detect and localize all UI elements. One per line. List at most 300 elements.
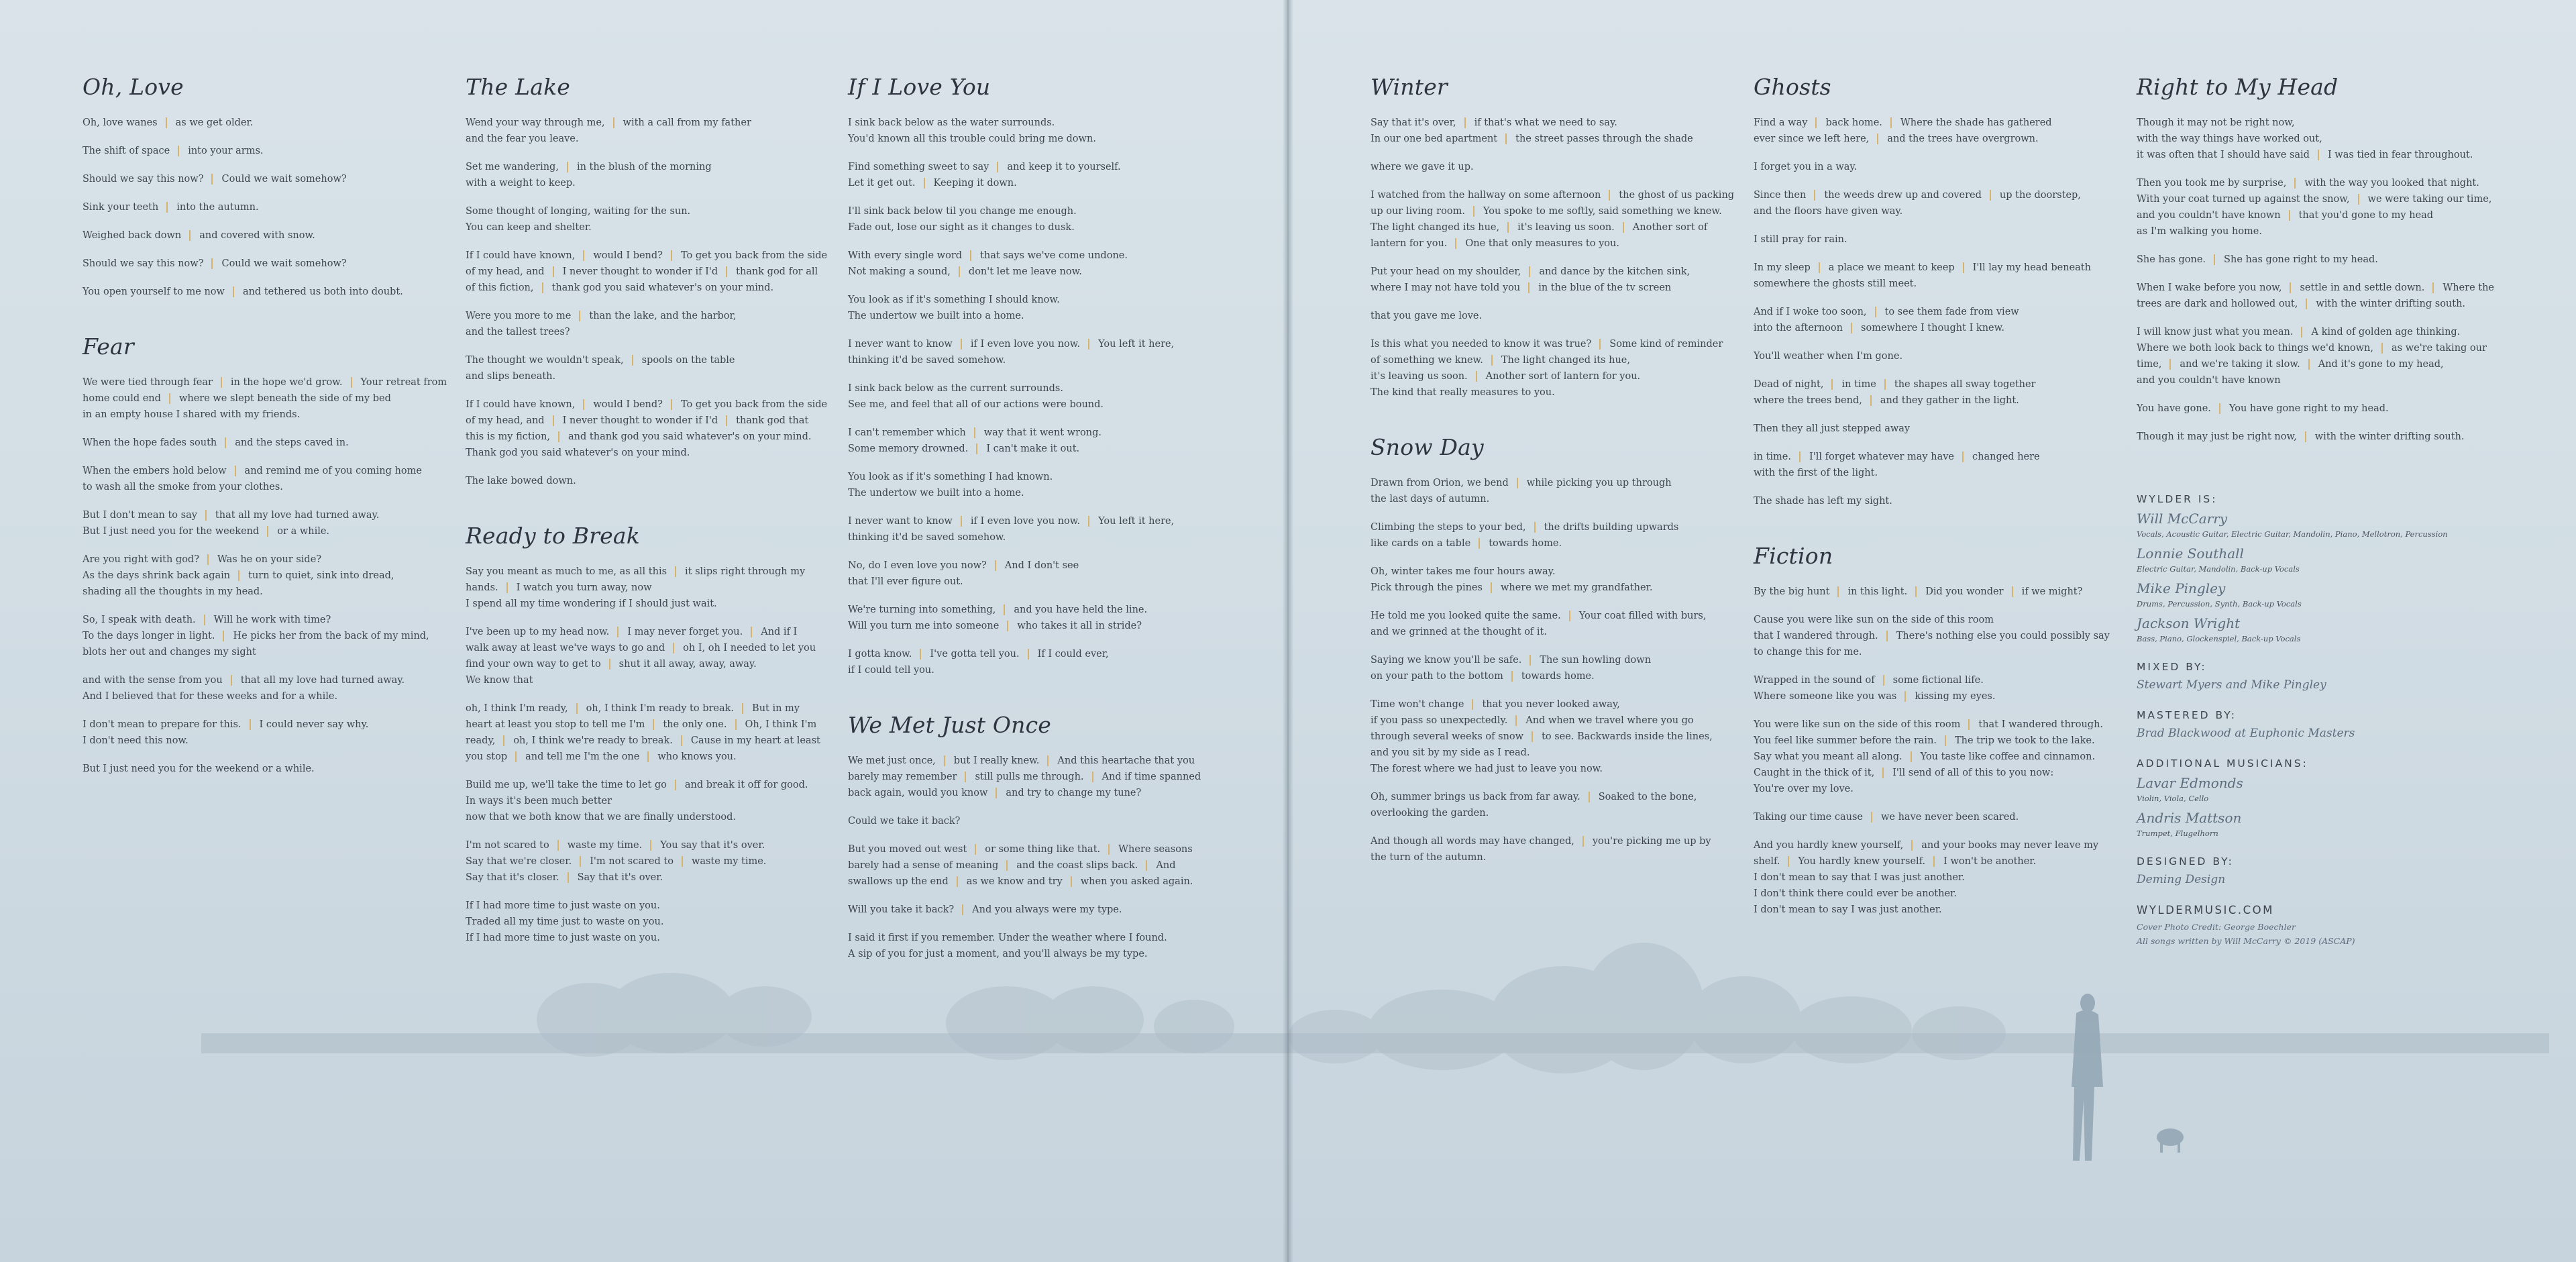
lyric-phrase: You hardly knew yourself. <box>1788 856 1925 867</box>
lyric-phrase: a place we meant to keep <box>1819 262 1955 273</box>
lyric-phrase: that I wandered through. <box>1754 631 1878 641</box>
lyric-phrase: I don't think there could ever be another. <box>1754 888 1957 899</box>
lyric-phrase: But I just need you for the weekend or a while. <box>83 764 315 774</box>
lyric-phrase: The light changed its hue, <box>1491 355 1630 366</box>
lyric-line <box>466 397 828 413</box>
lyric-phrase: to change this for me. <box>1754 647 1862 658</box>
lyric-line <box>1371 580 1719 596</box>
lyric-line <box>1754 493 2102 509</box>
lyric-phrase: the shapes all sway together <box>1884 379 2036 390</box>
lyric-line <box>848 529 1197 545</box>
lyric-phrase: overlooking the garden. <box>1371 808 1489 819</box>
lyric-phrase: the ghost of us packing <box>1609 190 1734 201</box>
lyric-stanza <box>1754 809 2102 825</box>
lyric-line <box>1371 761 1719 777</box>
lyric-line <box>848 308 1197 324</box>
lyric-phrase: I sink back below as the current surrounds. <box>848 383 1063 394</box>
song-title: The Lake <box>466 74 570 100</box>
lyric-phrase: towards home. <box>1479 538 1562 549</box>
lyric-line <box>1371 336 1723 352</box>
lyric-line <box>2137 191 2492 207</box>
lyric-line <box>848 175 1197 191</box>
lyric-phrase: while picking you up through <box>1517 478 1672 488</box>
song-block <box>83 333 447 777</box>
lyric-stanza <box>1371 475 1719 507</box>
lyric-phrase: If I could have known, <box>466 250 576 261</box>
lyric-stanza <box>83 374 447 423</box>
lyric-phrase: and break it off for good. <box>675 780 808 790</box>
lyric-line <box>466 809 814 825</box>
lyric-stanza <box>848 813 1197 829</box>
lyric-phrase: with the winter drifting south. <box>2305 431 2465 442</box>
lyric-line <box>1371 131 1719 147</box>
lyric-phrase: with a call from my father <box>613 117 751 128</box>
lyric-phrase: where we gave it up. <box>1371 162 1474 172</box>
song-block <box>2137 74 2495 445</box>
lyric-phrase: oh I, oh I needed to let you <box>673 643 816 653</box>
lyric-phrase: I've been up to my head now. <box>466 627 610 637</box>
member-name: Will McCarry <box>2137 511 2228 527</box>
lyric-line <box>83 628 431 644</box>
lyric-stanza <box>1371 519 1719 551</box>
lyric-phrase: spools on the table <box>632 355 735 366</box>
lyric-line <box>848 441 1197 457</box>
lyric-phrase: And I don't see <box>995 560 1079 571</box>
lyric-phrase: settle in and settle down. <box>2290 282 2424 293</box>
lyric-stanza <box>1754 421 2102 437</box>
lyric-line <box>83 435 431 451</box>
lyric-line <box>1371 368 1719 384</box>
lyric-phrase: and you sit by my side as I read. <box>1371 747 1530 758</box>
lyric-line <box>848 292 1197 308</box>
lyric-phrase: in the blush of the morning <box>567 162 712 172</box>
lyric-line <box>848 902 1197 918</box>
lyric-line <box>466 656 814 672</box>
lyric-line <box>1371 475 1719 491</box>
lyric-line <box>83 551 431 568</box>
lyric-line <box>466 308 814 324</box>
lyric-phrase: where we met my grandfather. <box>1491 582 1653 593</box>
lyric-phrase: of my head, and <box>466 266 545 277</box>
lyric-phrase: thank god that <box>726 415 808 426</box>
lyric-phrase: And if I <box>751 627 797 637</box>
lyric-line <box>466 413 814 429</box>
lyric-stanza <box>83 256 431 272</box>
lyric-phrase: in time <box>1831 379 1876 390</box>
lyric-line <box>466 580 814 596</box>
lyric-phrase: I sink back below as the water surrounds. <box>848 117 1055 128</box>
lyric-phrase: But I don't mean to say <box>83 510 197 521</box>
lyric-phrase: The forest where we had just to leave you now. <box>1371 764 1603 774</box>
lyric-line <box>466 445 814 461</box>
lyric-phrase: that says we've come undone. <box>970 250 1128 261</box>
lyric-phrase: time, <box>2137 359 2162 370</box>
lyric-phrase: Oh, winter takes me four hours away. <box>1371 566 1556 577</box>
lyric-line <box>1754 717 2102 733</box>
lyric-stanza <box>2137 280 2495 312</box>
lyric-stanza <box>83 199 431 215</box>
lyric-line <box>848 469 1197 485</box>
album-credits <box>2137 493 2512 963</box>
lyric-phrase: we have never been scared. <box>1871 812 2019 823</box>
lyric-line <box>1754 465 2102 481</box>
lyric-phrase: Find something sweet to say <box>848 162 989 172</box>
lyric-phrase: When I wake before you now, <box>2137 282 2282 293</box>
lyric-line <box>1371 849 1719 865</box>
lyric-phrase: oh, I think I'm ready, <box>466 703 568 714</box>
lyric-line <box>466 131 814 147</box>
lyric-phrase: thinking it'd be saved somehow. <box>848 532 1006 543</box>
lyric-phrase: as I'm walking you home. <box>2137 226 2262 237</box>
additional-musician <box>2137 810 2512 838</box>
lyric-phrase: And when we travel where you go <box>1515 715 1693 726</box>
lyric-stanza <box>848 513 1197 545</box>
lyric-line <box>466 564 814 580</box>
lyric-stanza <box>83 227 431 244</box>
lyric-phrase: The undertow we built into a home. <box>848 488 1024 498</box>
lyric-stanza <box>1371 159 1719 175</box>
lyric-phrase: Will he work with time? <box>204 615 331 625</box>
lyric-line <box>1754 853 2102 870</box>
lyric-stanza <box>1371 564 1719 596</box>
lyric-phrase: I can't make it out. <box>976 443 1079 454</box>
lyric-phrase: and remind me of you coming home <box>235 466 422 476</box>
lyric-phrase: up our living room. <box>1371 206 1465 217</box>
lyric-stanza <box>1371 308 1719 324</box>
lyric-phrase: shut it all away, away, away. <box>609 659 757 670</box>
lyric-stanza <box>1371 652 1719 684</box>
lyric-line <box>466 793 814 809</box>
website-link[interactable]: WYLDERMUSIC.COM <box>2137 904 2274 916</box>
lyric-stanza <box>83 284 431 300</box>
lyric-phrase: as we know and try <box>957 876 1063 887</box>
lyric-stanza <box>83 507 431 539</box>
lyric-phrase: and your books may never leave my <box>1911 840 2098 851</box>
song-block <box>848 712 1201 962</box>
lyric-phrase: Dead of night, <box>1754 379 1824 390</box>
lyric-phrase: You have gone. <box>2137 403 2211 414</box>
musician-name: Andris Mattson <box>2137 810 2242 826</box>
lyric-line <box>1754 688 2102 704</box>
lyric-phrase: if I could tell you. <box>848 665 934 676</box>
lyric-line <box>1754 809 2102 825</box>
lyric-phrase: some fictional life. <box>1883 675 1984 686</box>
lyric-stanza <box>83 612 431 660</box>
lyric-stanza <box>83 435 431 451</box>
lyric-phrase: See me, and feel that all of our actions were bound. <box>848 399 1104 410</box>
song-title: If I Love You <box>848 74 991 100</box>
lyric-phrase: Some memory drowned. <box>848 443 969 454</box>
lyric-line <box>1371 219 1719 235</box>
lyric-phrase: And if time spanned <box>1092 772 1201 782</box>
lyric-line <box>1371 805 1719 821</box>
lyric-phrase: If I could ever, <box>1028 649 1109 660</box>
lyric-phrase: And this heartache that you <box>1047 755 1195 766</box>
lyric-phrase: He picks her from the back of my mind, <box>223 631 429 641</box>
lyric-line <box>83 761 431 777</box>
lyric-line <box>2137 147 2485 163</box>
lyric-phrase: Should we say this now? <box>83 174 204 185</box>
lyric-phrase: and thank god you said whatever's on your mind. <box>558 431 811 442</box>
lyric-phrase: Some kind of reminder <box>1599 339 1723 350</box>
lyric-phrase: One that only measures to you. <box>1455 238 1619 249</box>
lyric-phrase: with the way things have worked out, <box>2137 134 2322 144</box>
lyric-phrase: I've gotta tell you. <box>920 649 1019 660</box>
lyric-stanza <box>1754 449 2102 481</box>
lyric-line <box>2137 324 2485 340</box>
lyric-stanza <box>1371 115 1719 147</box>
lyric-phrase: and try to change my tune? <box>996 788 1141 798</box>
lyric-line <box>1754 392 2102 409</box>
lyric-phrase: in an empty house I shared with my friends. <box>83 409 301 420</box>
lyrics-column-6 <box>2137 74 2495 478</box>
lyric-phrase: I still pray for rain. <box>1754 234 1847 245</box>
lyric-line <box>848 769 1201 785</box>
lyric-line <box>1371 264 1719 280</box>
lyric-phrase: So, I speak with death. <box>83 615 196 625</box>
lyric-phrase: and keep it to yourself. <box>997 162 1120 172</box>
lyric-stanza <box>1371 696 1719 777</box>
lyric-phrase: and we're taking it slow. <box>2169 359 2300 370</box>
lyric-phrase: If I had more time to just waste on you. <box>466 933 660 943</box>
lyric-stanza <box>1754 612 2110 660</box>
lyric-line <box>1754 781 2102 797</box>
lyric-phrase: Were you more to me <box>466 311 572 321</box>
lyric-phrase: to see them fade from view <box>1875 307 2019 317</box>
lyric-phrase: You were like sun on the side of this room <box>1754 719 1961 730</box>
lyric-phrase: and slips beneath. <box>466 371 556 382</box>
lyric-phrase: Say that we're closer. <box>466 856 572 867</box>
lyric-line <box>848 930 1197 946</box>
lyric-phrase: Weighed back down <box>83 230 182 241</box>
lyric-phrase: But in my <box>742 703 800 714</box>
lyric-phrase: The undertow we built into a home. <box>848 311 1024 321</box>
lyric-phrase: of my head, and <box>466 415 545 426</box>
lyric-phrase: Was he on your side? <box>207 554 321 565</box>
lyric-phrase: now that we both know that we are finally understood. <box>466 812 737 823</box>
lyric-stanza <box>466 473 814 489</box>
lyric-line <box>1754 260 2102 276</box>
lyric-phrase: You left it here, <box>1088 516 1174 527</box>
lyric-stanza <box>848 425 1197 457</box>
additional-musician <box>2137 775 2512 803</box>
lyric-stanza <box>1754 717 2102 797</box>
lyric-phrase: turn to quiet, sink into dread, <box>238 570 394 581</box>
lyric-line <box>1754 159 2102 175</box>
lyric-line <box>2137 280 2495 296</box>
lyric-phrase: If I had more time to just waste on you. <box>466 900 660 911</box>
lyric-phrase: And you hardly knew yourself, <box>1754 840 1904 851</box>
lyric-line <box>1371 491 1719 507</box>
lyric-phrase: Since then <box>1754 190 1807 201</box>
lyric-phrase: ever since we left here, <box>1754 134 1870 144</box>
lyric-phrase: The trip we took to the lake. <box>1945 735 2095 746</box>
lyric-line <box>83 612 431 628</box>
lyric-phrase: where I may not have told you <box>1371 282 1521 293</box>
lyric-phrase: We're turning into something, <box>848 604 996 615</box>
lyric-line <box>83 733 431 749</box>
lyric-phrase: Cause you were like sun on the side of this room <box>1754 615 1994 625</box>
lyric-phrase: You're over my love. <box>1754 784 1854 794</box>
lyric-phrase: In our one bed apartment <box>1371 134 1498 144</box>
lyric-line <box>466 596 814 612</box>
lyric-phrase: Where we both look back to things we'd known, <box>2137 343 2373 354</box>
lyric-phrase: changed here <box>1962 452 2040 462</box>
lyric-line <box>466 870 814 886</box>
lyric-stanza <box>466 203 814 235</box>
lyric-line <box>1754 902 2102 918</box>
lyric-phrase: with the first of the light. <box>1754 468 1878 478</box>
lyric-line <box>848 813 1197 829</box>
lyric-phrase: Time won't change <box>1371 699 1464 710</box>
lyric-stanza <box>848 646 1197 678</box>
lyric-line <box>466 700 814 717</box>
mastered-by-section <box>2137 709 2512 740</box>
lyric-line <box>1371 652 1719 668</box>
lyric-phrase: I spend all my time wondering if I should just wait. <box>466 598 717 609</box>
lyric-phrase: Drawn from Orion, we bend <box>1371 478 1509 488</box>
lyric-phrase: in the hope we'd grow. <box>221 377 343 388</box>
lyric-phrase: barely may remember <box>848 772 957 782</box>
lyric-phrase: that you gave me love. <box>1371 311 1483 321</box>
lyric-phrase: when you asked again. <box>1071 876 1193 887</box>
lyric-phrase: Wrapped in the sound of <box>1754 675 1875 686</box>
lyric-stanza <box>848 930 1197 962</box>
lyric-line <box>1371 564 1719 580</box>
lyric-line <box>848 352 1197 368</box>
lyric-line <box>83 688 431 704</box>
lyric-phrase: You say that it's over. <box>650 840 765 851</box>
lyric-phrase: lantern for you. <box>1371 238 1448 249</box>
lyric-line <box>848 131 1197 147</box>
lyric-line <box>848 485 1197 501</box>
lyric-line <box>1371 745 1719 761</box>
lyric-phrase: But I just need you for the weekend <box>83 526 260 537</box>
lyric-line <box>1371 624 1719 640</box>
lyric-phrase: and tethered us both into doubt. <box>233 286 403 297</box>
lyric-line <box>466 777 814 793</box>
lyric-phrase: it's leaving us soon. <box>1371 371 1468 382</box>
lyric-line <box>1754 187 2102 203</box>
lyric-stanza <box>848 248 1197 280</box>
lyric-phrase: When the hope fades south <box>83 437 217 448</box>
lyric-stanza <box>83 171 431 187</box>
lyric-phrase: would I bend? <box>583 399 663 410</box>
mastered-heading: MASTERED BY: <box>2137 709 2237 721</box>
lyric-phrase: To the days longer in light. <box>83 631 215 641</box>
designed-by-section <box>2137 855 2512 886</box>
lyric-stanza <box>1371 187 1735 252</box>
lyric-phrase: If I could have known, <box>466 399 576 410</box>
song-title: Ghosts <box>1754 74 1831 100</box>
lyric-phrase: You look as if it's something I should know. <box>848 295 1060 305</box>
lyric-stanza <box>466 564 814 612</box>
lyric-phrase: Though it may just be right now, <box>2137 431 2297 442</box>
lyric-phrase: that you never looked away, <box>1472 699 1619 710</box>
lyric-line <box>466 672 814 688</box>
lyric-phrase: A sip of you for just a moment, and you'll always be my type. <box>848 949 1148 959</box>
lyric-phrase: I never thought to wonder if I'd <box>553 415 718 426</box>
lyric-phrase: oh, I think I'm ready to break. <box>576 703 734 714</box>
lyric-stanza <box>1754 348 2102 364</box>
song-title: Fiction <box>1754 543 1833 569</box>
lyric-stanza <box>848 203 1197 235</box>
lyric-stanza <box>848 558 1197 590</box>
lyric-phrase: with the winter drifting south. <box>2306 299 2465 309</box>
lyric-phrase: When the embers hold below <box>83 466 227 476</box>
lyric-line <box>848 159 1197 175</box>
lyric-line <box>1754 886 2102 902</box>
lyric-line <box>1371 235 1719 252</box>
lyric-stanza <box>1754 304 2102 336</box>
lyric-phrase: The kind that really measures to you. <box>1371 387 1555 398</box>
song-title: Fear <box>83 333 134 360</box>
lyric-stanza <box>1754 584 2102 600</box>
lyric-phrase: and the fear you leave. <box>466 134 579 144</box>
lyric-line <box>83 227 431 244</box>
lyric-line <box>848 203 1197 219</box>
lyric-stanza <box>1754 231 2102 248</box>
lyric-phrase: and dance by the kitchen sink, <box>1529 266 1690 277</box>
lyric-stanza <box>466 837 814 886</box>
lyric-phrase: We met just once, <box>848 755 936 766</box>
lyric-phrase: With your coat turned up against the snow, <box>2137 194 2350 205</box>
lyric-phrase: Sink your teeth <box>83 202 159 213</box>
lyric-stanza <box>848 602 1197 634</box>
lyric-phrase: No, do I even love you now? <box>848 560 987 571</box>
lyric-stanza <box>83 463 431 495</box>
lyric-phrase: with the way you looked that night. <box>2294 178 2479 189</box>
lyric-phrase: waste my time. <box>557 840 642 851</box>
lyric-line <box>848 115 1197 131</box>
lyrics-column-2 <box>466 74 828 980</box>
lyric-phrase: thinking it'd be saved somehow. <box>848 355 1006 366</box>
lyric-phrase: the only one. <box>653 719 727 730</box>
lyric-line <box>848 874 1197 890</box>
lyric-phrase: the street passes through the shade <box>1505 134 1693 144</box>
lyric-phrase: As the days shrink back again <box>83 570 231 581</box>
lyric-line <box>466 280 814 296</box>
lyric-line <box>2137 207 2485 223</box>
lyric-stanza <box>83 761 431 777</box>
lyric-stanza <box>1371 608 1719 640</box>
lyric-line <box>83 463 431 479</box>
lyric-line <box>1754 203 2102 219</box>
lyric-phrase: Wend your way through me, <box>466 117 605 128</box>
lyric-phrase: where we slept beneath the side of my bed <box>169 393 391 404</box>
lyric-stanza <box>83 551 431 600</box>
lyric-phrase: in the blue of the tv screen <box>1528 282 1671 293</box>
lyric-phrase: Could we wait somehow? <box>211 258 346 269</box>
lyric-line <box>83 199 431 215</box>
lyric-phrase: thank god for all <box>726 266 818 277</box>
lyric-stanza <box>466 308 814 340</box>
lyric-phrase: With every single word <box>848 250 963 261</box>
lyric-phrase: that all my love had turned away. <box>231 675 405 686</box>
song-block <box>1371 434 1719 865</box>
lyric-line <box>466 473 814 489</box>
lyric-line <box>2137 131 2485 147</box>
mixed-by-section <box>2137 661 2512 692</box>
lyric-stanza <box>83 115 431 131</box>
lyric-stanza <box>848 115 1197 147</box>
lyric-phrase: Your coat filled with burs, <box>1569 611 1707 621</box>
lyric-phrase: waste my time. <box>682 856 766 867</box>
lyric-phrase: in this light. <box>1837 586 1907 597</box>
lyric-stanza <box>466 352 814 384</box>
band-member <box>2137 545 2512 574</box>
lyric-phrase: Thank god you said whatever's on your mind. <box>466 448 690 458</box>
